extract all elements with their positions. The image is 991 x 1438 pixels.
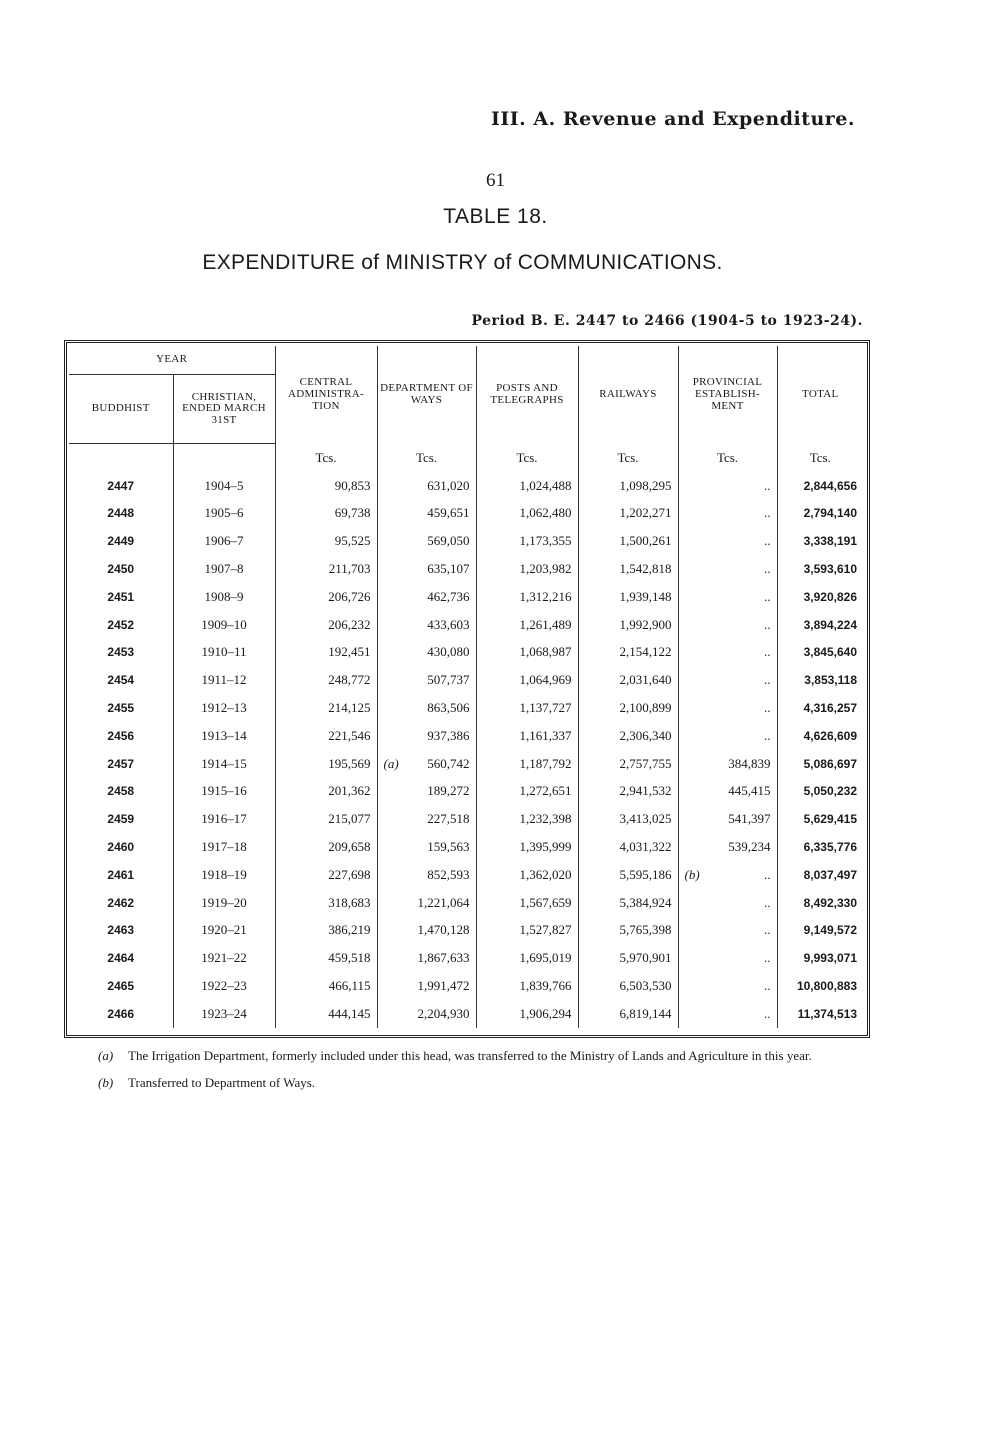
row-christian-year: 1912–13 bbox=[173, 694, 275, 722]
row-christian-year: 1906–7 bbox=[173, 527, 275, 555]
table-row bbox=[69, 472, 863, 500]
cell-value: 507,737 bbox=[427, 672, 470, 688]
table-body bbox=[69, 472, 863, 1028]
row-posts: 1,161,337 bbox=[476, 722, 578, 750]
cell-value: .. bbox=[764, 588, 771, 604]
row-central: 466,115 bbox=[275, 972, 377, 1000]
cell-value: 539,234 bbox=[728, 839, 771, 855]
row-total: 8,492,330 bbox=[777, 889, 863, 917]
row-buddhist-year: 2453 bbox=[107, 645, 135, 660]
cell-value: 937,386 bbox=[427, 727, 470, 743]
row-total: 9,149,572 bbox=[777, 917, 863, 945]
row-central: 214,125 bbox=[275, 694, 377, 722]
row-provincial bbox=[678, 639, 777, 667]
row-total: 3,853,118 bbox=[777, 666, 863, 694]
table-row bbox=[69, 500, 863, 528]
row-total: 3,894,224 bbox=[777, 611, 863, 639]
row-railways: 4,031,322 bbox=[578, 833, 678, 861]
footnote-mark: (b) bbox=[98, 1075, 114, 1090]
footnote-mark: (a) bbox=[98, 1048, 114, 1063]
cell-value: .. bbox=[764, 922, 771, 938]
row-total: 6,335,776 bbox=[777, 833, 863, 861]
row-christian-year: 1919–20 bbox=[173, 889, 275, 917]
running-head: III. A. Revenue and Expenditure. bbox=[490, 108, 855, 130]
row-christian-year: 1914–15 bbox=[173, 750, 275, 778]
cell-value: .. bbox=[764, 505, 771, 521]
row-railways: 6,503,530 bbox=[578, 972, 678, 1000]
row-posts: 1,567,659 bbox=[476, 889, 578, 917]
row-railways: 2,941,532 bbox=[578, 778, 678, 806]
cell-value: 635,107 bbox=[427, 561, 470, 577]
header-posts: POSTS AND TELEGRAPHS bbox=[476, 346, 578, 444]
cell-value: .. bbox=[764, 672, 771, 688]
row-buddhist-year: 2448 bbox=[107, 506, 135, 521]
table-row bbox=[69, 639, 863, 667]
unit-ways: Tcs. bbox=[377, 444, 476, 472]
table-row bbox=[69, 861, 863, 889]
row-provincial bbox=[678, 472, 777, 500]
cell-value: 1,867,633 bbox=[417, 950, 470, 966]
row-ways bbox=[377, 639, 476, 667]
row-central: 211,703 bbox=[275, 555, 377, 583]
expenditure-table bbox=[69, 346, 863, 1028]
row-posts: 1,137,727 bbox=[476, 694, 578, 722]
unit-central: Tcs. bbox=[275, 444, 377, 472]
row-provincial bbox=[678, 500, 777, 528]
table-row bbox=[69, 750, 863, 778]
row-railways: 1,992,900 bbox=[578, 611, 678, 639]
cell-value: .. bbox=[764, 700, 771, 716]
row-ways bbox=[377, 583, 476, 611]
row-railways: 3,413,025 bbox=[578, 805, 678, 833]
row-ways bbox=[377, 917, 476, 945]
row-posts: 1,395,999 bbox=[476, 833, 578, 861]
row-christian-year: 1920–21 bbox=[173, 917, 275, 945]
row-ways bbox=[377, 833, 476, 861]
cell-value: 462,736 bbox=[427, 588, 470, 604]
row-central: 248,772 bbox=[275, 666, 377, 694]
cell-value: 560,742 bbox=[427, 755, 470, 771]
row-christian-year: 1908–9 bbox=[173, 583, 275, 611]
row-total: 11,374,513 bbox=[777, 1000, 863, 1028]
table-row bbox=[69, 833, 863, 861]
row-buddhist-year: 2454 bbox=[107, 673, 135, 688]
table-row bbox=[69, 611, 863, 639]
table-row bbox=[69, 583, 863, 611]
table-row bbox=[69, 666, 863, 694]
row-railways: 1,098,295 bbox=[578, 472, 678, 500]
row-railways: 1,542,818 bbox=[578, 555, 678, 583]
row-central: 201,362 bbox=[275, 778, 377, 806]
row-christian-year: 1917–18 bbox=[173, 833, 275, 861]
row-buddhist-year: 2458 bbox=[107, 784, 135, 799]
unit-provincial: Tcs. bbox=[678, 444, 777, 472]
row-ways bbox=[377, 972, 476, 1000]
row-ways bbox=[377, 944, 476, 972]
row-posts: 1,064,969 bbox=[476, 666, 578, 694]
table-row bbox=[69, 694, 863, 722]
row-provincial bbox=[678, 917, 777, 945]
row-railways: 2,100,899 bbox=[578, 694, 678, 722]
cell-value: 159,563 bbox=[427, 839, 470, 855]
table-row bbox=[69, 889, 863, 917]
row-christian-year: 1922–23 bbox=[173, 972, 275, 1000]
row-provincial bbox=[678, 805, 777, 833]
row-ways bbox=[377, 527, 476, 555]
cell-value: .. bbox=[764, 533, 771, 549]
cell-value: 227,518 bbox=[427, 811, 470, 827]
table-row bbox=[69, 944, 863, 972]
row-total: 5,629,415 bbox=[777, 805, 863, 833]
header-provincial: PROVINCIAL ESTABLISH-MENT bbox=[678, 346, 777, 444]
row-christian-year: 1915–16 bbox=[173, 778, 275, 806]
row-ways bbox=[377, 805, 476, 833]
row-central: 192,451 bbox=[275, 639, 377, 667]
row-buddhist-year: 2456 bbox=[107, 728, 135, 743]
row-railways: 1,500,261 bbox=[578, 527, 678, 555]
row-christian-year: 1905–6 bbox=[173, 500, 275, 528]
row-posts: 1,312,216 bbox=[476, 583, 578, 611]
row-christian-year: 1911–12 bbox=[173, 666, 275, 694]
row-ways bbox=[377, 889, 476, 917]
row-christian-year: 1918–19 bbox=[173, 861, 275, 889]
row-total: 5,086,697 bbox=[777, 750, 863, 778]
note-mark: (b) bbox=[684, 866, 700, 882]
row-total: 3,338,191 bbox=[777, 527, 863, 555]
row-total: 4,626,609 bbox=[777, 722, 863, 750]
header-total: TOTAL bbox=[777, 346, 863, 444]
cell-value: .. bbox=[764, 1005, 771, 1021]
cell-value: 1,221,064 bbox=[417, 894, 470, 910]
row-railways: 5,384,924 bbox=[578, 889, 678, 917]
row-railways: 2,306,340 bbox=[578, 722, 678, 750]
row-railways: 1,939,148 bbox=[578, 583, 678, 611]
row-buddhist-year: 2461 bbox=[107, 867, 135, 882]
row-christian-year: 1910–11 bbox=[173, 639, 275, 667]
row-ways bbox=[377, 694, 476, 722]
row-buddhist-year: 2447 bbox=[107, 478, 135, 493]
cell-value: .. bbox=[764, 894, 771, 910]
row-ways bbox=[377, 500, 476, 528]
cell-value: 445,415 bbox=[728, 783, 771, 799]
cell-value: .. bbox=[764, 978, 771, 994]
row-central: 227,698 bbox=[275, 861, 377, 889]
row-ways bbox=[377, 472, 476, 500]
row-railways: 5,765,398 bbox=[578, 917, 678, 945]
period-label: Period B. E. 2447 to 2466 (1904-5 to 1923-24). bbox=[471, 313, 863, 329]
row-posts: 1,272,651 bbox=[476, 778, 578, 806]
row-railways: 6,819,144 bbox=[578, 1000, 678, 1028]
footnote-text: The Irrigation Department, formerly included under this head, was transferred to the Ministry of Lands and Agriculture in this year. bbox=[128, 1048, 812, 1063]
row-posts: 1,068,987 bbox=[476, 639, 578, 667]
cell-value: 1,991,472 bbox=[417, 978, 470, 994]
row-posts: 1,906,294 bbox=[476, 1000, 578, 1028]
footnote-b bbox=[98, 1073, 868, 1093]
table-row bbox=[69, 722, 863, 750]
row-christian-year: 1907–8 bbox=[173, 555, 275, 583]
row-total: 10,800,883 bbox=[777, 972, 863, 1000]
row-posts: 1,062,480 bbox=[476, 500, 578, 528]
header-central: CENTRAL ADMINISTRA-TION bbox=[275, 346, 377, 444]
row-central: 90,853 bbox=[275, 472, 377, 500]
row-central: 215,077 bbox=[275, 805, 377, 833]
row-central: 206,726 bbox=[275, 583, 377, 611]
table-row bbox=[69, 1000, 863, 1028]
row-railways: 1,202,271 bbox=[578, 500, 678, 528]
row-provincial bbox=[678, 666, 777, 694]
row-christian-year: 1913–14 bbox=[173, 722, 275, 750]
row-buddhist-year: 2463 bbox=[107, 923, 135, 938]
row-christian-year: 1921–22 bbox=[173, 944, 275, 972]
row-central: 221,546 bbox=[275, 722, 377, 750]
row-christian-year: 1904–5 bbox=[173, 472, 275, 500]
row-christian-year: 1923–24 bbox=[173, 1000, 275, 1028]
row-provincial bbox=[678, 611, 777, 639]
cell-value: .. bbox=[764, 616, 771, 632]
row-railways: 2,154,122 bbox=[578, 639, 678, 667]
row-buddhist-year: 2459 bbox=[107, 812, 135, 827]
cell-value: 433,603 bbox=[427, 616, 470, 632]
page-number: 61 bbox=[486, 170, 505, 191]
row-central: 459,518 bbox=[275, 944, 377, 972]
row-total: 9,993,071 bbox=[777, 944, 863, 972]
row-buddhist-year: 2462 bbox=[107, 895, 135, 910]
footnotes bbox=[98, 1046, 868, 1100]
footnote-text: Transferred to Department of Ways. bbox=[128, 1075, 316, 1090]
header-railways: RAILWAYS bbox=[578, 346, 678, 444]
row-total: 2,844,656 bbox=[777, 472, 863, 500]
row-buddhist-year: 2451 bbox=[107, 589, 135, 604]
row-ways bbox=[377, 555, 476, 583]
row-central: 206,232 bbox=[275, 611, 377, 639]
cell-value: 1,470,128 bbox=[417, 922, 470, 938]
row-provincial bbox=[678, 861, 777, 889]
row-provincial bbox=[678, 694, 777, 722]
row-posts: 1,203,982 bbox=[476, 555, 578, 583]
row-posts: 1,232,398 bbox=[476, 805, 578, 833]
row-posts: 1,187,792 bbox=[476, 750, 578, 778]
cell-value: .. bbox=[764, 866, 771, 882]
row-total: 5,050,232 bbox=[777, 778, 863, 806]
header-buddhist: BUDDHIST bbox=[91, 402, 150, 415]
row-ways bbox=[377, 666, 476, 694]
row-buddhist-year: 2460 bbox=[107, 840, 135, 855]
row-central: 444,145 bbox=[275, 1000, 377, 1028]
row-buddhist-year: 2455 bbox=[107, 701, 135, 716]
row-provincial bbox=[678, 527, 777, 555]
row-ways bbox=[377, 778, 476, 806]
row-ways bbox=[377, 1000, 476, 1028]
cell-value: .. bbox=[764, 561, 771, 577]
cell-value: 189,272 bbox=[427, 783, 470, 799]
row-provincial bbox=[678, 750, 777, 778]
cell-value: .. bbox=[764, 727, 771, 743]
cell-value: 863,506 bbox=[427, 700, 470, 716]
row-provincial bbox=[678, 972, 777, 1000]
row-central: 69,738 bbox=[275, 500, 377, 528]
table-row bbox=[69, 527, 863, 555]
unit-posts: Tcs. bbox=[476, 444, 578, 472]
cell-value: 430,080 bbox=[427, 644, 470, 660]
row-railways: 2,757,755 bbox=[578, 750, 678, 778]
row-provincial bbox=[678, 889, 777, 917]
cell-value: 541,397 bbox=[728, 811, 771, 827]
table-row bbox=[69, 555, 863, 583]
cell-value: 631,020 bbox=[427, 477, 470, 493]
row-posts: 1,024,488 bbox=[476, 472, 578, 500]
row-provincial bbox=[678, 583, 777, 611]
table-number: TABLE 18. bbox=[443, 205, 548, 228]
row-ways bbox=[377, 611, 476, 639]
row-posts: 1,527,827 bbox=[476, 917, 578, 945]
cell-value: 2,204,930 bbox=[417, 1005, 470, 1021]
row-christian-year: 1916–17 bbox=[173, 805, 275, 833]
row-buddhist-year: 2464 bbox=[107, 951, 135, 966]
row-posts: 1,839,766 bbox=[476, 972, 578, 1000]
table-title: EXPENDITURE of MINISTRY of COMMUNICATIONS. bbox=[202, 251, 723, 274]
row-buddhist-year: 2466 bbox=[107, 1006, 135, 1021]
row-railways: 2,031,640 bbox=[578, 666, 678, 694]
cell-value: 852,593 bbox=[427, 866, 470, 882]
row-ways bbox=[377, 750, 476, 778]
row-buddhist-year: 2452 bbox=[107, 617, 135, 632]
row-provincial bbox=[678, 833, 777, 861]
row-provincial bbox=[678, 722, 777, 750]
table-row bbox=[69, 972, 863, 1000]
header-christian: CHRISTIAN, ENDED MARCH 31ST bbox=[173, 375, 275, 444]
row-total: 2,794,140 bbox=[777, 500, 863, 528]
cell-value: .. bbox=[764, 644, 771, 660]
header-ways: DEPARTMENT OF WAYS bbox=[377, 346, 476, 444]
row-christian-year: 1909–10 bbox=[173, 611, 275, 639]
row-central: 386,219 bbox=[275, 917, 377, 945]
row-total: 3,920,826 bbox=[777, 583, 863, 611]
row-buddhist-year: 2449 bbox=[107, 534, 135, 549]
row-ways bbox=[377, 861, 476, 889]
cell-value: 384,839 bbox=[728, 755, 771, 771]
row-total: 4,316,257 bbox=[777, 694, 863, 722]
row-posts: 1,695,019 bbox=[476, 944, 578, 972]
cell-value: .. bbox=[764, 477, 771, 493]
table-row bbox=[69, 805, 863, 833]
row-buddhist-year: 2465 bbox=[107, 979, 135, 994]
row-posts: 1,173,355 bbox=[476, 527, 578, 555]
row-provincial bbox=[678, 778, 777, 806]
note-mark: (a) bbox=[383, 755, 399, 771]
footnote-a bbox=[98, 1046, 868, 1066]
row-central: 318,683 bbox=[275, 889, 377, 917]
unit-total: Tcs. bbox=[777, 444, 863, 472]
unit-railways: Tcs. bbox=[578, 444, 678, 472]
row-posts: 1,362,020 bbox=[476, 861, 578, 889]
row-central: 209,658 bbox=[275, 833, 377, 861]
row-railways: 5,970,901 bbox=[578, 944, 678, 972]
header-year: YEAR bbox=[69, 346, 275, 375]
row-provincial bbox=[678, 944, 777, 972]
row-provincial bbox=[678, 1000, 777, 1028]
table-row bbox=[69, 917, 863, 945]
row-total: 3,593,610 bbox=[777, 555, 863, 583]
cell-value: .. bbox=[764, 950, 771, 966]
row-buddhist-year: 2457 bbox=[107, 756, 135, 771]
row-total: 8,037,497 bbox=[777, 861, 863, 889]
row-central: 195,569 bbox=[275, 750, 377, 778]
table-row bbox=[69, 778, 863, 806]
row-posts: 1,261,489 bbox=[476, 611, 578, 639]
row-ways bbox=[377, 722, 476, 750]
row-railways: 5,595,186 bbox=[578, 861, 678, 889]
row-total: 3,845,640 bbox=[777, 639, 863, 667]
cell-value: 459,651 bbox=[427, 505, 470, 521]
row-central: 95,525 bbox=[275, 527, 377, 555]
cell-value: 569,050 bbox=[427, 533, 470, 549]
row-provincial bbox=[678, 555, 777, 583]
row-buddhist-year: 2450 bbox=[107, 562, 135, 577]
